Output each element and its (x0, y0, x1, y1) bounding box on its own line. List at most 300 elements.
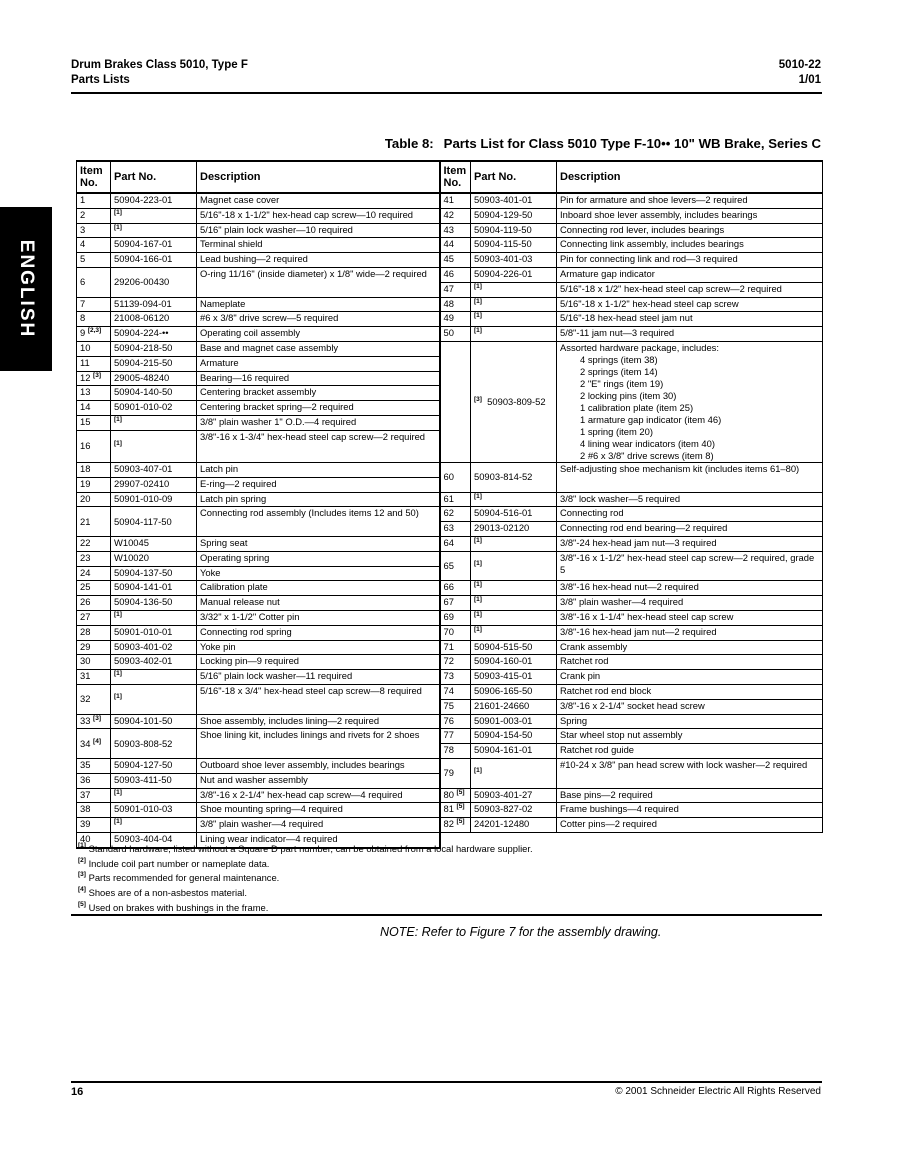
footnote-text: Include coil part number or nameplate data. (88, 857, 270, 869)
description-text: Manual release nut (200, 596, 280, 608)
description (557, 625, 823, 640)
table-body (77, 193, 823, 848)
description (557, 744, 823, 759)
description (557, 522, 823, 537)
description (197, 596, 440, 611)
description-text: Spring (560, 714, 588, 726)
footnote-ref: [1] (474, 610, 482, 618)
description-text: Nameplate (200, 297, 246, 309)
copyright: © 2001 Schneider Electric All Rights Reserved (615, 1086, 821, 1097)
description (557, 699, 823, 714)
footnote-ref: [5] (456, 818, 465, 826)
item-number-text: 11 (80, 356, 90, 368)
part-number (111, 386, 197, 401)
part-number-text: 50904-119-50 (474, 223, 532, 235)
part-number (111, 371, 197, 386)
description-text: 5/16"-18 x 1-1/2" hex-head cap screw—10 required (200, 208, 414, 220)
item-number (77, 655, 111, 670)
item-number-text: 64 (443, 536, 454, 548)
description-text: 5/16"-18 x 1-1/2" hex-head steel cap screw (560, 297, 739, 309)
description-text: Inboard shoe lever assembly, includes bearings (560, 208, 758, 220)
description-text: Connecting rod lever, includes bearings (560, 223, 725, 235)
item-number (440, 238, 471, 253)
part-number (471, 596, 557, 611)
item-number-text: 34 (80, 737, 91, 749)
item-number (77, 477, 111, 492)
description (557, 208, 823, 223)
language-tab-label: ENGLISH (16, 239, 37, 339)
part-number-text: 50901-010-03 (114, 803, 173, 815)
item-number-text: 27 (80, 610, 91, 622)
description (557, 610, 823, 625)
column-header-item: Item No. (77, 161, 111, 193)
description-text: 3/8"-24 hex-head jam nut—3 required (560, 536, 717, 548)
description-text: Self-adjusting shoe mechanism kit (includes items 61–80) (560, 462, 800, 474)
description (557, 670, 823, 685)
item-number (77, 788, 111, 803)
description-text: Bearing—16 required (200, 371, 290, 383)
description-text: 5/16"-18 x 3/4" hex-head steel cap screw—8 required (200, 684, 422, 696)
item-number-text: 33 (80, 714, 91, 726)
item-number (77, 773, 111, 788)
part-number (471, 312, 557, 327)
part-number-text: 50903-411-50 (114, 773, 172, 785)
part-number-text: 50904-154-50 (474, 729, 533, 741)
part-number (111, 430, 197, 462)
part-number (111, 327, 197, 342)
part-number (111, 507, 197, 537)
item-number-text: 66 (443, 581, 454, 593)
description (197, 223, 440, 238)
footnotes (78, 842, 533, 916)
table-caption (385, 136, 821, 151)
item-number-text: 28 (80, 625, 91, 637)
table-row (77, 803, 823, 818)
part-number-text: 50903-402-01 (114, 655, 173, 667)
item-number (440, 714, 471, 729)
page-number: 16 (71, 1086, 84, 1098)
item-number-text: 44 (443, 238, 454, 250)
table-row (77, 223, 823, 238)
item-number-text: 73 (443, 670, 454, 682)
description-text: Pin for armature and shoe levers—2 required (560, 194, 748, 205)
item-number (440, 744, 471, 759)
description-text: 3/32" x 1-1/2" Cotter pin (200, 610, 300, 622)
footnote (78, 871, 533, 886)
description (197, 670, 440, 685)
part-number-text: 50904-516-01 (474, 507, 533, 519)
description-text: Base pins—2 required (560, 788, 653, 800)
table-row (77, 596, 823, 611)
footnote-ref: [1] (474, 492, 482, 500)
item-number-text: 46 (443, 267, 454, 279)
part-number-text: 50903-827-02 (474, 803, 533, 815)
column-header-item: Item No. (440, 161, 471, 193)
footnote (78, 842, 533, 857)
description-text: Star wheel stop nut assembly (560, 729, 683, 741)
part-number-text: 50904-101-50 (114, 714, 173, 726)
table-row (77, 327, 823, 342)
table-row (77, 341, 823, 356)
item-number-text: 79 (443, 767, 454, 779)
item-number-text: 23 (80, 551, 91, 563)
description-text: Connecting rod (560, 507, 624, 519)
description (197, 356, 440, 371)
description (197, 312, 440, 327)
item-number (440, 267, 471, 282)
description-text: Lead bushing—2 required (200, 253, 308, 265)
part-number (471, 282, 557, 297)
part-number-text: 50903-407-01 (114, 462, 173, 474)
part-number (111, 536, 197, 551)
part-number (471, 193, 557, 208)
item-number (77, 415, 111, 430)
description-text: Ratchet rod end block (560, 684, 652, 696)
part-number (471, 788, 557, 803)
part-number (111, 253, 197, 268)
item-number (77, 670, 111, 685)
item-number-text: 25 (80, 581, 91, 593)
description-text: Connecting rod spring (200, 625, 292, 637)
description-text: Armature (200, 356, 239, 368)
item-number-text: 2 (80, 208, 86, 220)
item-number-text: 69 (443, 610, 454, 622)
description (197, 610, 440, 625)
part-number (471, 551, 557, 581)
package-item: 2 springs (item 14) (580, 365, 658, 377)
item-number (440, 596, 471, 611)
package-item: 2 #6 x 3/8" drive screws (item 8) (580, 449, 714, 461)
item-number-text: 62 (443, 507, 454, 519)
item-number (77, 729, 111, 759)
part-number-text: 50901-010-02 (114, 401, 173, 413)
description-text: 5/16"-18 x 1/2" hex-head steel cap screw—2 required (560, 282, 782, 294)
description (557, 536, 823, 551)
part-number (111, 312, 197, 327)
table-row (77, 238, 823, 253)
document-header-right (779, 58, 821, 88)
item-number (440, 522, 471, 537)
description (557, 507, 823, 522)
item-number-text: 29 (80, 640, 91, 652)
item-number-text: 22 (80, 536, 91, 548)
description (557, 640, 823, 655)
part-number (471, 462, 557, 492)
table-row (77, 640, 823, 655)
part-number-text: 24201-12480 (474, 818, 530, 830)
item-number (440, 193, 471, 208)
column-header-part: Part No. (471, 161, 557, 193)
item-number-text: 12 (80, 371, 91, 383)
item-number (77, 581, 111, 596)
description-text: Centering bracket assembly (200, 386, 317, 398)
description-text: 3/8"-16 hex-head nut—2 required (560, 581, 699, 593)
footnote-mark: [4] (78, 886, 86, 894)
part-number (111, 758, 197, 773)
part-number (111, 640, 197, 655)
part-number (111, 223, 197, 238)
description (557, 327, 823, 342)
item-number (440, 551, 471, 581)
description (197, 371, 440, 386)
part-number-text: 50904-226-01 (474, 267, 533, 279)
footnote (78, 857, 533, 872)
description (197, 297, 440, 312)
footnote-mark: [5] (78, 900, 86, 908)
item-number (440, 818, 471, 833)
item-number (77, 596, 111, 611)
part-number (471, 522, 557, 537)
description (557, 223, 823, 238)
item-number (77, 341, 111, 356)
item-number (440, 536, 471, 551)
package-item: 2 "E" rings (item 19) (580, 377, 664, 389)
item-number (77, 566, 111, 581)
item-number (440, 581, 471, 596)
description (557, 818, 823, 833)
description (197, 803, 440, 818)
description-text: Operating coil assembly (200, 327, 301, 339)
item-number-text: 7 (80, 297, 86, 309)
description (197, 581, 440, 596)
description-text: Cotter pins—2 required (560, 818, 657, 830)
item-number (77, 803, 111, 818)
description-text: Shoe mounting spring—4 required (200, 803, 343, 815)
part-number (111, 551, 197, 566)
item-number-text: 30 (80, 655, 91, 667)
description (557, 714, 823, 729)
part-number (111, 803, 197, 818)
part-number-text: 50903-415-01 (474, 670, 533, 682)
column-header-description: Description (197, 161, 440, 193)
table-row (77, 208, 823, 223)
footnote-ref: [1] (114, 440, 122, 448)
description-text: Connecting link assembly, includes bearings (560, 238, 744, 250)
table-row (77, 267, 823, 282)
description (197, 714, 440, 729)
table-row (77, 253, 823, 268)
item-number-text: 16 (80, 440, 91, 452)
section-title: Parts Lists (71, 74, 130, 86)
item-number-text: 82 (443, 818, 454, 830)
description-text: O-ring 11/16" (inside diameter) x 1/8" wide—2 required (200, 267, 427, 279)
footnote-ref: [1] (114, 223, 122, 231)
description-text: 3/8"-16 x 1-1/2" hex-head steel cap screw—2 required, grade 5 (560, 551, 815, 575)
description-text: Pin for connecting link and rod—3 required (560, 253, 738, 265)
document-date: 1/01 (798, 74, 821, 86)
item-number-text: 32 (80, 693, 91, 705)
item-number-text: 67 (443, 596, 454, 608)
description (197, 327, 440, 342)
item-number (440, 788, 471, 803)
description-text: 3/8"-16 x 2-1/4" socket head screw (560, 699, 705, 711)
assembly-note: NOTE: Refer to Figure 7 for the assembly drawing. (380, 925, 662, 939)
part-number (471, 238, 557, 253)
description (557, 492, 823, 507)
footnote-ref: [3] (93, 714, 101, 722)
description-text: Crank pin (560, 670, 601, 682)
item-number (440, 758, 471, 788)
part-number-text: 50904-515-50 (474, 640, 533, 652)
item-number-text: 63 (443, 522, 454, 534)
part-number (471, 744, 557, 759)
table-row (77, 193, 823, 208)
part-number (471, 536, 557, 551)
item-number (77, 684, 111, 714)
description (197, 758, 440, 773)
part-number (471, 297, 557, 312)
description-text: Yoke (200, 566, 221, 578)
description-text: 3/8"-16 x 1-3/4" hex-head steel cap screw—2 required (200, 430, 426, 442)
footnote (78, 886, 533, 901)
item-number (77, 371, 111, 386)
description (197, 788, 440, 803)
description-text: Latch pin spring (200, 492, 267, 504)
part-number (111, 415, 197, 430)
header-rule (71, 92, 822, 94)
description (197, 729, 440, 759)
table-row (77, 536, 823, 551)
footnote-ref: [1] (114, 693, 122, 701)
item-number-text: 9 (80, 327, 86, 339)
item-number (77, 610, 111, 625)
description (197, 238, 440, 253)
description-text: Ratchet rod guide (560, 744, 635, 756)
description (197, 492, 440, 507)
description (557, 788, 823, 803)
part-number (111, 492, 197, 507)
part-number (111, 208, 197, 223)
footnote-ref: [1] (474, 625, 482, 633)
item-number-text: 10 (80, 341, 91, 353)
description-text: Connecting rod end bearing—2 required (560, 522, 728, 534)
item-number (77, 327, 111, 342)
item-number (77, 507, 111, 537)
item-number (77, 625, 111, 640)
description (197, 386, 440, 401)
part-number (111, 625, 197, 640)
description (557, 729, 823, 744)
footnote-mark: [1] (78, 842, 86, 849)
item-number (77, 356, 111, 371)
item-number-text: 39 (80, 818, 91, 830)
footnote-ref: [3] (93, 371, 101, 379)
footnote-ref: [1] (474, 327, 482, 335)
part-number (111, 566, 197, 581)
item-number (77, 208, 111, 223)
item-number (440, 729, 471, 744)
part-number-text: 50903-401-03 (474, 253, 533, 265)
item-number-text: 74 (443, 684, 454, 696)
footnote-ref: [1] (474, 581, 482, 589)
footnote-text: Standard hardware, listed without a Square D part number, can be obtained from a local hardware supplier. (88, 843, 533, 854)
description-text: Lining wear indicator—4 required (200, 832, 338, 844)
part-number (471, 581, 557, 596)
description-text: 3/8"-16 x 1-1/4" hex-head steel cap screw (560, 610, 734, 622)
item-number (77, 267, 111, 297)
item-number-text: 6 (80, 276, 86, 288)
table-row (77, 610, 823, 625)
part-number (111, 788, 197, 803)
table-header-row (77, 161, 823, 193)
part-number-text: 50903-814-52 (474, 471, 533, 483)
footnote-ref: [5] (456, 788, 465, 796)
description (197, 462, 440, 477)
part-number-text: 50901-010-09 (114, 492, 173, 504)
description (197, 477, 440, 492)
item-number (77, 238, 111, 253)
item-number (77, 312, 111, 327)
part-number (471, 670, 557, 685)
document-number: 5010-22 (778, 59, 821, 71)
item-number-text: 5 (80, 253, 86, 265)
part-number-text: 51139-094-01 (114, 297, 172, 309)
description-text: Calibration plate (200, 581, 268, 593)
description-text: 3/8"-16 hex-head jam nut—2 required (560, 625, 717, 637)
item-number-text: 49 (443, 312, 454, 324)
item-number-text: 50 (443, 327, 454, 339)
part-number (471, 803, 557, 818)
part-number-text: 50904-166-01 (114, 253, 173, 265)
item-number (440, 312, 471, 327)
item-number (77, 536, 111, 551)
item-number (440, 253, 471, 268)
description-text: Terminal shield (200, 238, 263, 250)
item-number (440, 297, 471, 312)
part-number-text: 50906-165-50 (474, 684, 533, 696)
part-number-text: W10045 (114, 536, 149, 548)
description (557, 684, 823, 699)
description (197, 507, 440, 537)
item-number-text: 1 (80, 194, 86, 205)
item-number-text: 45 (443, 253, 454, 265)
item-number (77, 818, 111, 833)
package-item: 2 locking pins (item 30) (580, 389, 677, 401)
description-text: 5/8"-11 jam nut—3 required (560, 327, 675, 339)
part-number-text: 21601-24660 (474, 699, 530, 711)
description (197, 341, 440, 356)
description (557, 282, 823, 297)
item-number (440, 699, 471, 714)
document-title: Drum Brakes Class 5010, Type F (71, 59, 248, 71)
description (557, 267, 823, 282)
footnote-ref: [1] (114, 788, 122, 796)
table-row (77, 312, 823, 327)
item-number-text: 31 (80, 670, 91, 682)
part-number-text: 29005-48240 (114, 371, 170, 383)
table-row (77, 670, 823, 685)
description-text: 3/8" plain washer 1" O.D.—4 required (200, 415, 357, 427)
part-number (471, 208, 557, 223)
item-number (77, 758, 111, 773)
footnote-mark: [2] (78, 856, 86, 864)
description (197, 267, 440, 297)
description (557, 193, 823, 208)
item-number (77, 297, 111, 312)
footnote-mark: [3] (78, 871, 86, 879)
description (557, 655, 823, 670)
part-number-text: 50903-401-27 (474, 788, 533, 800)
part-number-text: 50901-003-01 (474, 714, 533, 726)
part-number-text: 50904-141-01 (114, 581, 173, 593)
part-number-text: 50904-137-50 (114, 566, 173, 578)
description (197, 684, 440, 714)
description-text: 5/16" plain lock washer—10 required (200, 223, 353, 235)
item-number-text: 13 (80, 386, 91, 398)
footnote-text: Shoes are of a non-asbestos material. (88, 887, 247, 899)
description-text: Armature gap indicator (560, 267, 655, 279)
part-number-text: 50901-010-01 (114, 625, 173, 637)
